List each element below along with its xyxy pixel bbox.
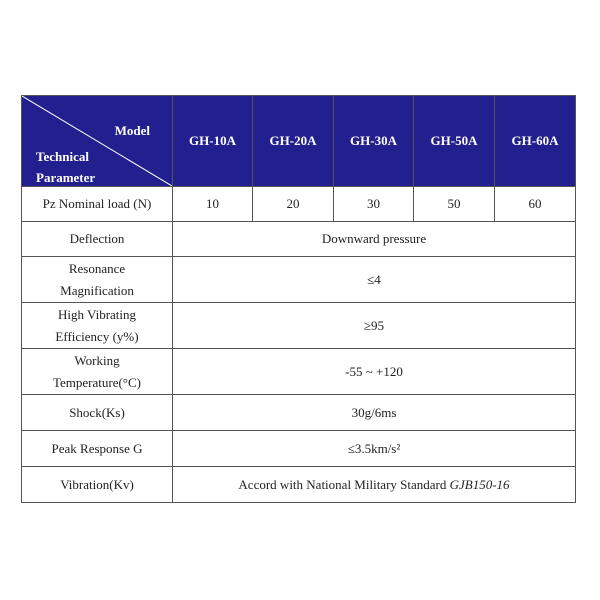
label-nominal-load: Pz Nominal load (N) bbox=[22, 187, 173, 222]
row-vibrating-efficiency bbox=[22, 303, 576, 349]
header-corner-cell bbox=[22, 96, 173, 187]
label-shock: Shock(Ks) bbox=[22, 395, 173, 431]
label-vibrating-efficiency-line2: Efficiency (y%) bbox=[55, 328, 139, 344]
row-nominal-load bbox=[22, 187, 576, 222]
value-resonance: ≤4 bbox=[173, 257, 576, 303]
value-nominal-load-gh-20a: 20 bbox=[253, 187, 334, 222]
model-header-gh-20a: GH-20A bbox=[253, 96, 334, 187]
value-vibration bbox=[173, 467, 576, 503]
label-vibration: Vibration(Kv) bbox=[22, 467, 173, 503]
value-shock: 30g/6ms bbox=[173, 395, 576, 431]
row-deflection bbox=[22, 222, 576, 257]
corner-technical-text: Technical bbox=[36, 149, 89, 164]
model-header-gh-60a: GH-60A bbox=[495, 96, 576, 187]
label-resonance bbox=[22, 257, 173, 303]
value-vibration-text: Accord with National Military Standard bbox=[238, 476, 450, 492]
model-header-gh-10a: GH-10A bbox=[173, 96, 253, 187]
label-working-temperature bbox=[22, 349, 173, 395]
label-peak-response: Peak Response G bbox=[22, 431, 173, 467]
corner-model-label: Model bbox=[114, 123, 150, 138]
label-vibrating-efficiency-line1: High Vibrating bbox=[57, 306, 137, 322]
row-peak-response bbox=[22, 431, 576, 467]
spec-table bbox=[21, 95, 576, 503]
row-shock bbox=[22, 395, 576, 431]
value-working-temperature: -55 ~ +120 bbox=[173, 349, 576, 395]
label-working-temperature-line1: Working bbox=[74, 352, 120, 368]
value-vibration-standard: GJB150-16 bbox=[449, 476, 510, 492]
label-working-temperature-line2: Temperature(°C) bbox=[52, 374, 142, 390]
value-nominal-load-gh-30a: 30 bbox=[334, 187, 414, 222]
row-resonance bbox=[22, 257, 576, 303]
model-header-gh-30a: GH-30A bbox=[334, 96, 414, 187]
value-nominal-load-gh-50a: 50 bbox=[414, 187, 495, 222]
row-vibration bbox=[22, 467, 576, 503]
value-nominal-load-gh-10a: 10 bbox=[173, 187, 253, 222]
corner-parameter-label bbox=[36, 146, 95, 187]
value-deflection: Downward pressure bbox=[173, 222, 576, 257]
label-resonance-line2: Magnification bbox=[60, 282, 134, 298]
model-header-gh-50a: GH-50A bbox=[414, 96, 495, 187]
header-row bbox=[22, 96, 576, 187]
row-working-temperature bbox=[22, 349, 576, 395]
label-vibrating-efficiency bbox=[22, 303, 173, 349]
label-deflection: Deflection bbox=[22, 222, 173, 257]
value-peak-response: ≤3.5km/s² bbox=[173, 431, 576, 467]
value-nominal-load-gh-60a: 60 bbox=[495, 187, 576, 222]
label-resonance-line1: Resonance bbox=[68, 260, 126, 276]
corner-parameter-text: Parameter bbox=[36, 170, 96, 185]
value-vibrating-efficiency: ≥95 bbox=[173, 303, 576, 349]
